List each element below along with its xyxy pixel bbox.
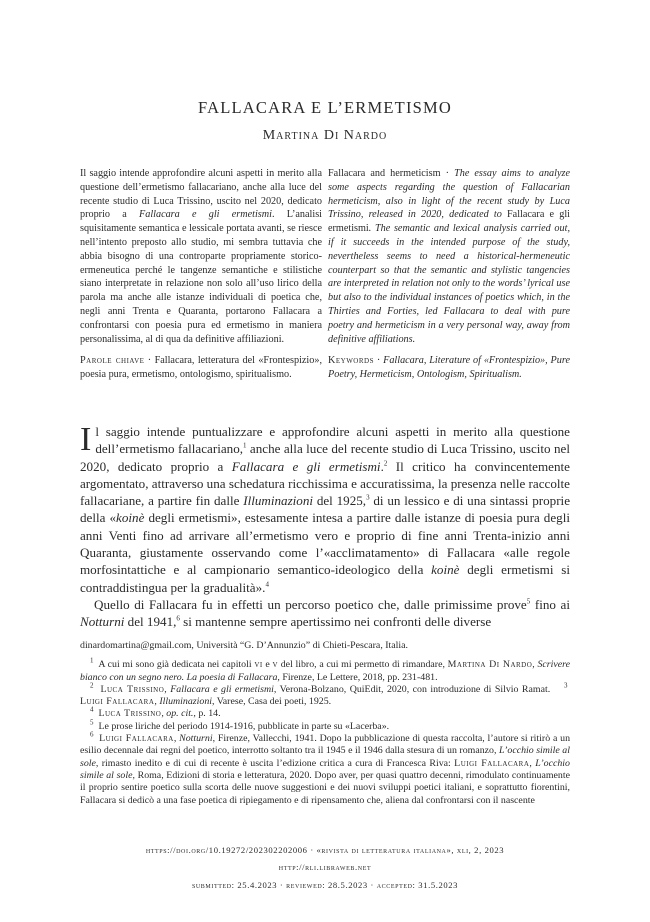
author-affiliation: dinardomartina@gmail.com, Università “G. D’Annunzio” di Chieti-Pescara, Italia. — [80, 640, 409, 651]
drop-cap: I — [80, 421, 92, 458]
footer-doi[interactable]: https://doi.org/10.19272/202302202006 · «rivista di letteratura italiana», xli, 2, 2023 — [145, 845, 505, 855]
body-paragraph-2: Quello di Fallacara fu in effetti un percorso poetico che, dalle primissime prove$^5$ fino ai Notturni del 1941,$^6$ si mantenne sempre apertissimo nei confronti delle diverse — [80, 596, 570, 630]
abstract-english — [328, 167, 570, 382]
abstract-italian — [80, 167, 322, 382]
footnote-ref-6[interactable]: 6 — [176, 614, 180, 623]
abstract-italian-text: Il saggio intende approfondire alcuni aspetti in merito alla questione dell’ermetismo fallacariano, anche alla luce del recente studio di Luca Trissino, uscito nel 2020, dedicato proprio a Fallacara e gli ermetismi. L’analisi squisitamente semantica e lessicale portata avanti, se riesce nell’intento preposto allo studio, mi sembra tuttavia che abbia bisogno di una controparte propriamente storico-ermeneutica perché le tangenze semantiche e stilistiche siano interpretate in relazione non solo all’uso lirico della parola ma anche alle istanze individuali di poetica che, negli anni Trenta e Quaranta, portarono Fallacara a confrontarsi con poesia pura ed ermetismo in maniera personalissima, al di qua da definitive affiliazioni. — [80, 168, 322, 345]
article-title: FALLACARA E L’ERMETISMO — [197, 98, 453, 117]
abstract-english-text: Fallacara and hermeticism · The essay aims to analyze some aspects regarding the question of Fallacarian hermeticism, also in light of the recent study by Luca Trissino, released in 2020, dedicated to Fallacara e gli ermetismi. The semantic and lexical analysis carried out, if it succeeds in the intended purpose of the study, nevertheless seems to need a historical-hermeneutic counterpart so that the semantic and stylistic tangencies are interpreted in relation not only to the words’ lyrical use but also to the individual instances of poetics which, in the Thirties and Forties, led Fallacara to deal with pure poetry and hermeticism in a very personal way, away from definitive affiliations. — [328, 168, 570, 345]
footer-dates: submitted: 25.4.2023 · reviewed: 28.5.2023 · accepted: 31.5.2023 — [191, 880, 459, 890]
article-body — [80, 423, 570, 631]
footer-url[interactable]: http://rli.libraweb.net — [278, 862, 372, 872]
footnote-ref-2[interactable]: 2 — [383, 459, 388, 468]
article-author: Martina Di Nardo — [262, 128, 388, 143]
footnote-ref-4[interactable]: 4 — [265, 580, 269, 589]
footnote-2-3: $^2$ Luca Trissino, Fallacara e gli ermetismi, Verona-Bolzano, QuiEdit, 2020, con introduzione di Silvio Ramat. $^3$ Luigi Fallacara, Illuminazioni, Varese, Casa dei poeti, 1925. — [80, 681, 568, 708]
keywords-italian: Parole chiave · Fallacara, letteratura del «Frontespizio», poesia pura, ermetismo, ontologismo, spiritualismo. — [80, 355, 322, 381]
footnote-ref-5[interactable]: 5 — [526, 597, 531, 606]
footnote-6: $^6$ Luigi Fallacara, Notturni, Firenze, Vallecchi, 1941. Dopo la pubblicazione di questa raccolta, l’autore si ritirò a un esilio decennale dai regni del poetico, interrotto soltanto tra il 1945 e il 1946 dalla stesura di un romanzo, L’occhio simile al sole, rimasto inedito e di cui di recente è uscita l’edizione critica a cura di Francesca Riva: Luigi Fallacara, L’occhio simile al sole, Roma, Edizioni di storia e letteratura, 2020. Dopo aver, per quasi quattro decenni, rimodulato continuamente il proprio sentire poetico sulla scorta delle nuove suggestioni e dei nuovi sviluppi poetici italiani, e soprattutto fiorentini, Fallacara si dedicò a una fase poetica di ripiegamento e di ripensamento che, aliena dal confrontarsi con il nascente — [80, 730, 571, 806]
footnote-ref-3[interactable]: 3 — [366, 493, 370, 502]
body-paragraph-1: Il saggio intende puntualizzare e approfondire alcuni aspetti in merito alla questione dell’ermetismo fallacariano,$^1$ anche alla luce del recente studio di Luca Trissino, uscito nel 2020, dedicato proprio a Fallacara e gli ermetismi.$^2$ Il critico ha convincentemente argomentato, attraverso una schedatura ricchissima e accuratissima, la presenza nelle raccolte fallacariane, a partire fin dalle Illuminazioni del 1925,$^3$ di un lessico e di una sintassi proprie della «koinè degli ermetismi», estesamente intesa a partire dalle istanze di poesia pura degli anni Venti fino ad arrivare all’ermetismo vero e proprio di fine anni Trenta-inizio anni Quaranta, giustamente osservando come l’«acclimatamento» di Fallacara «alle regole morfosintattiche e al campionario semantico-ideologico della koinè degli ermetismi si contraddistingua per la gradualità».$^4$ — [80, 421, 571, 595]
footnote-5: $^5$ Le prose liriche del periodo 1914-1916, pubblicate in parte su «Lacerba». — [90, 718, 390, 732]
footnote-ref-1[interactable]: 1 — [243, 441, 247, 450]
keywords-english: Keywords · Fallacara, Literature of «Frontespizio», Pure Poetry, Hermeticism, Ontologism, Spiritualism. — [328, 355, 570, 381]
footnote-1: $^1$ A cui mi sono già dedicata nei capitoli vi e v del libro, a cui mi permetto di rimandare, Martina Di Nardo, Scrivere bianco con un segno nero. La poesia di Fallacara, Firenze, Le Lettere, 2018, pp. 231-481. — [80, 657, 570, 683]
footnote-4: $^4$ Luca Trissino, op. cit., p. 14. — [90, 706, 221, 720]
footnotes — [80, 640, 570, 807]
